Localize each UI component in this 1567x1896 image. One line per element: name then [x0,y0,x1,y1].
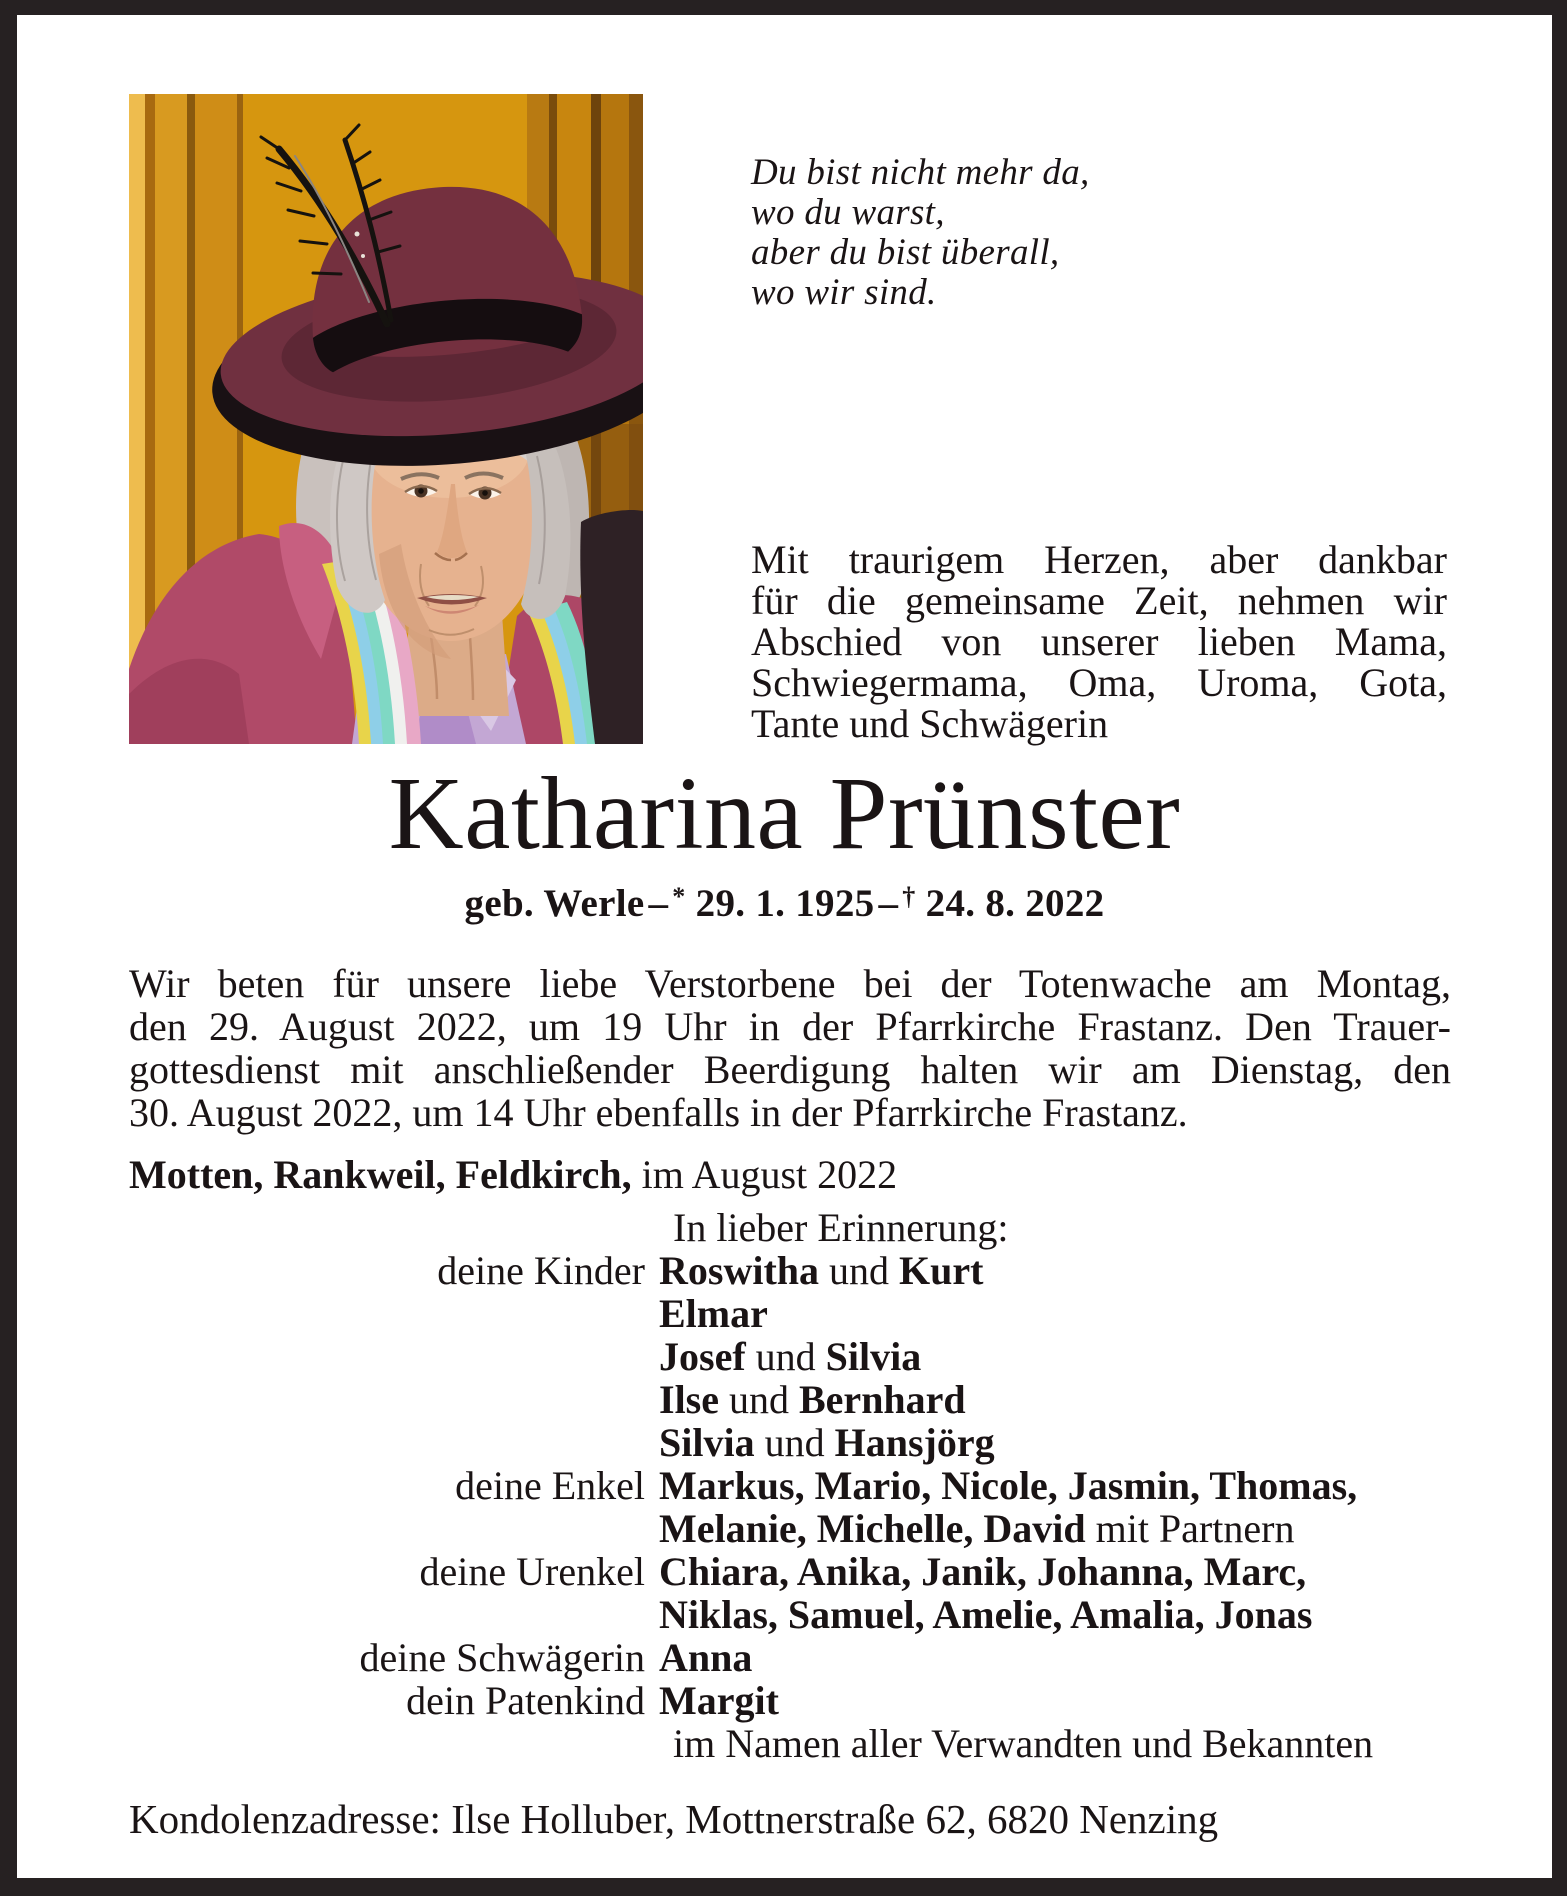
intro-paragraph [751,539,1447,744]
intro-line: Schwiegermama, Oma, Uroma, Gota, [751,660,1447,705]
poem-line: wo wir sind. [751,272,937,313]
funeral-line: 30. August 2022, um 14 Uhr ebenfalls in der Pfarrkirche Frastanz. [129,1090,1188,1135]
relation-label: dein Patenkind [406,1678,645,1723]
family-name: Roswitha [659,1248,820,1293]
condolence-address: Kondolenzadresse: Ilse Holluber, Mottnerstraße 62, 6820 Nenzing [129,1796,1219,1842]
relation-names [659,1378,1455,1421]
obituary-card [17,15,1552,1878]
funeral-line: gottesdienst mit anschließender Beerdigung halten wir am Dienstag, den [129,1047,1451,1092]
relation-names [659,1249,1455,1292]
poem-line: Du bist nicht mehr da, [751,152,1090,193]
dateline-rest: im August 2022 [631,1152,898,1197]
death-cross-symbol: † [902,882,916,911]
memorial-closing: im Namen aller Verwandten und Bekannten [673,1721,1374,1766]
intro-line: Abschied von unserer lieben Mama, [751,619,1447,664]
dash-separator: – [878,882,899,925]
connector-text: und [754,1420,835,1465]
family-name: Kurt [899,1248,984,1293]
family-name: Hansjörg [834,1420,995,1465]
family-name: Margit [659,1678,779,1723]
relation-names [659,1679,1455,1722]
memorial-list [129,1206,1455,1765]
poem-line: wo du warst, [751,192,945,233]
memorial-row [129,1636,1455,1679]
memorial-row [129,1421,1455,1464]
names-line [659,1636,1455,1679]
funeral-line: Wir beten für unsere liebe Verstorbene bei der Totenwache am Montag, [129,961,1451,1006]
poem-line: aber du bist überall, [751,232,1060,273]
names-line [659,1292,1455,1335]
memorial-row [129,1292,1455,1335]
family-name: Silvia [825,1334,922,1379]
relation-names [659,1292,1455,1335]
connector-text: und [745,1334,826,1379]
deceased-name: Katharina Prünster [388,756,1181,871]
poem [751,153,1090,313]
funeral-line: den 29. August 2022, um 19 Uhr in der Pfarrkirche Frastanz. Den Trauer- [129,1004,1451,1049]
relation-label: deine Kinder [437,1248,645,1293]
intro-line: Tante und Schwägerin [751,701,1109,746]
dateline [129,1151,897,1198]
maiden-name: geb. Werle [464,882,645,925]
relation-label: deine Urenkel [419,1549,645,1594]
relation-names [659,1464,1455,1550]
relation-names [659,1421,1455,1464]
names-line [659,1507,1455,1550]
memorial-row [129,1550,1455,1636]
intro-line: für die gemeinsame Zeit, nehmen wir [751,578,1447,623]
family-name: Elmar [659,1291,768,1336]
relation-names [659,1550,1455,1636]
family-name: Chiara, Anika, Janik, Johanna, Marc, [659,1549,1307,1594]
family-name: Melanie, Michelle, David [659,1506,1086,1551]
portrait-photo [129,94,643,744]
names-line [659,1249,1455,1292]
connector-text: mit Partnern [1085,1506,1295,1551]
dateline-places: Motten, Rankweil, Feldkirch, [129,1152,632,1197]
life-dates [17,881,1552,926]
intro-line: Mit traurigem Herzen, aber dankbar [751,537,1447,582]
funeral-paragraph [129,962,1451,1134]
memorial-row [129,1679,1455,1722]
names-line [659,1679,1455,1722]
birth-star-symbol: * [672,882,686,911]
names-line [659,1335,1455,1378]
names-line [659,1421,1455,1464]
portrait-illustration [129,94,643,744]
family-name: Josef [659,1334,746,1379]
family-name: Ilse [659,1377,719,1422]
family-name: Bernhard [799,1377,966,1422]
birth-date: 29. 1. 1925 [695,882,875,925]
memorial-rows [129,1249,1455,1722]
names-line [659,1550,1455,1593]
names-line [659,1378,1455,1421]
names-line [659,1593,1455,1636]
family-name: Markus, Mario, Nicole, Jasmin, Thomas, [659,1463,1358,1508]
relation-names [659,1636,1455,1679]
dash-separator: – [648,882,669,925]
connector-text: und [819,1248,900,1293]
family-name: Niklas, Samuel, Amelie, Amalia, Jonas [659,1592,1313,1637]
relation-label: deine Enkel [455,1463,645,1508]
connector-text: und [719,1377,799,1422]
family-name: Anna [659,1635,753,1680]
relation-names [659,1335,1455,1378]
relation-label: deine Schwägerin [359,1635,645,1680]
memorial-row [129,1464,1455,1550]
memorial-heading: In lieber Erinnerung: [673,1205,1009,1250]
memorial-row [129,1378,1455,1421]
death-date: 24. 8. 2022 [925,882,1105,925]
memorial-row [129,1249,1455,1292]
names-line [659,1464,1455,1507]
family-name: Silvia [659,1420,755,1465]
memorial-row [129,1335,1455,1378]
